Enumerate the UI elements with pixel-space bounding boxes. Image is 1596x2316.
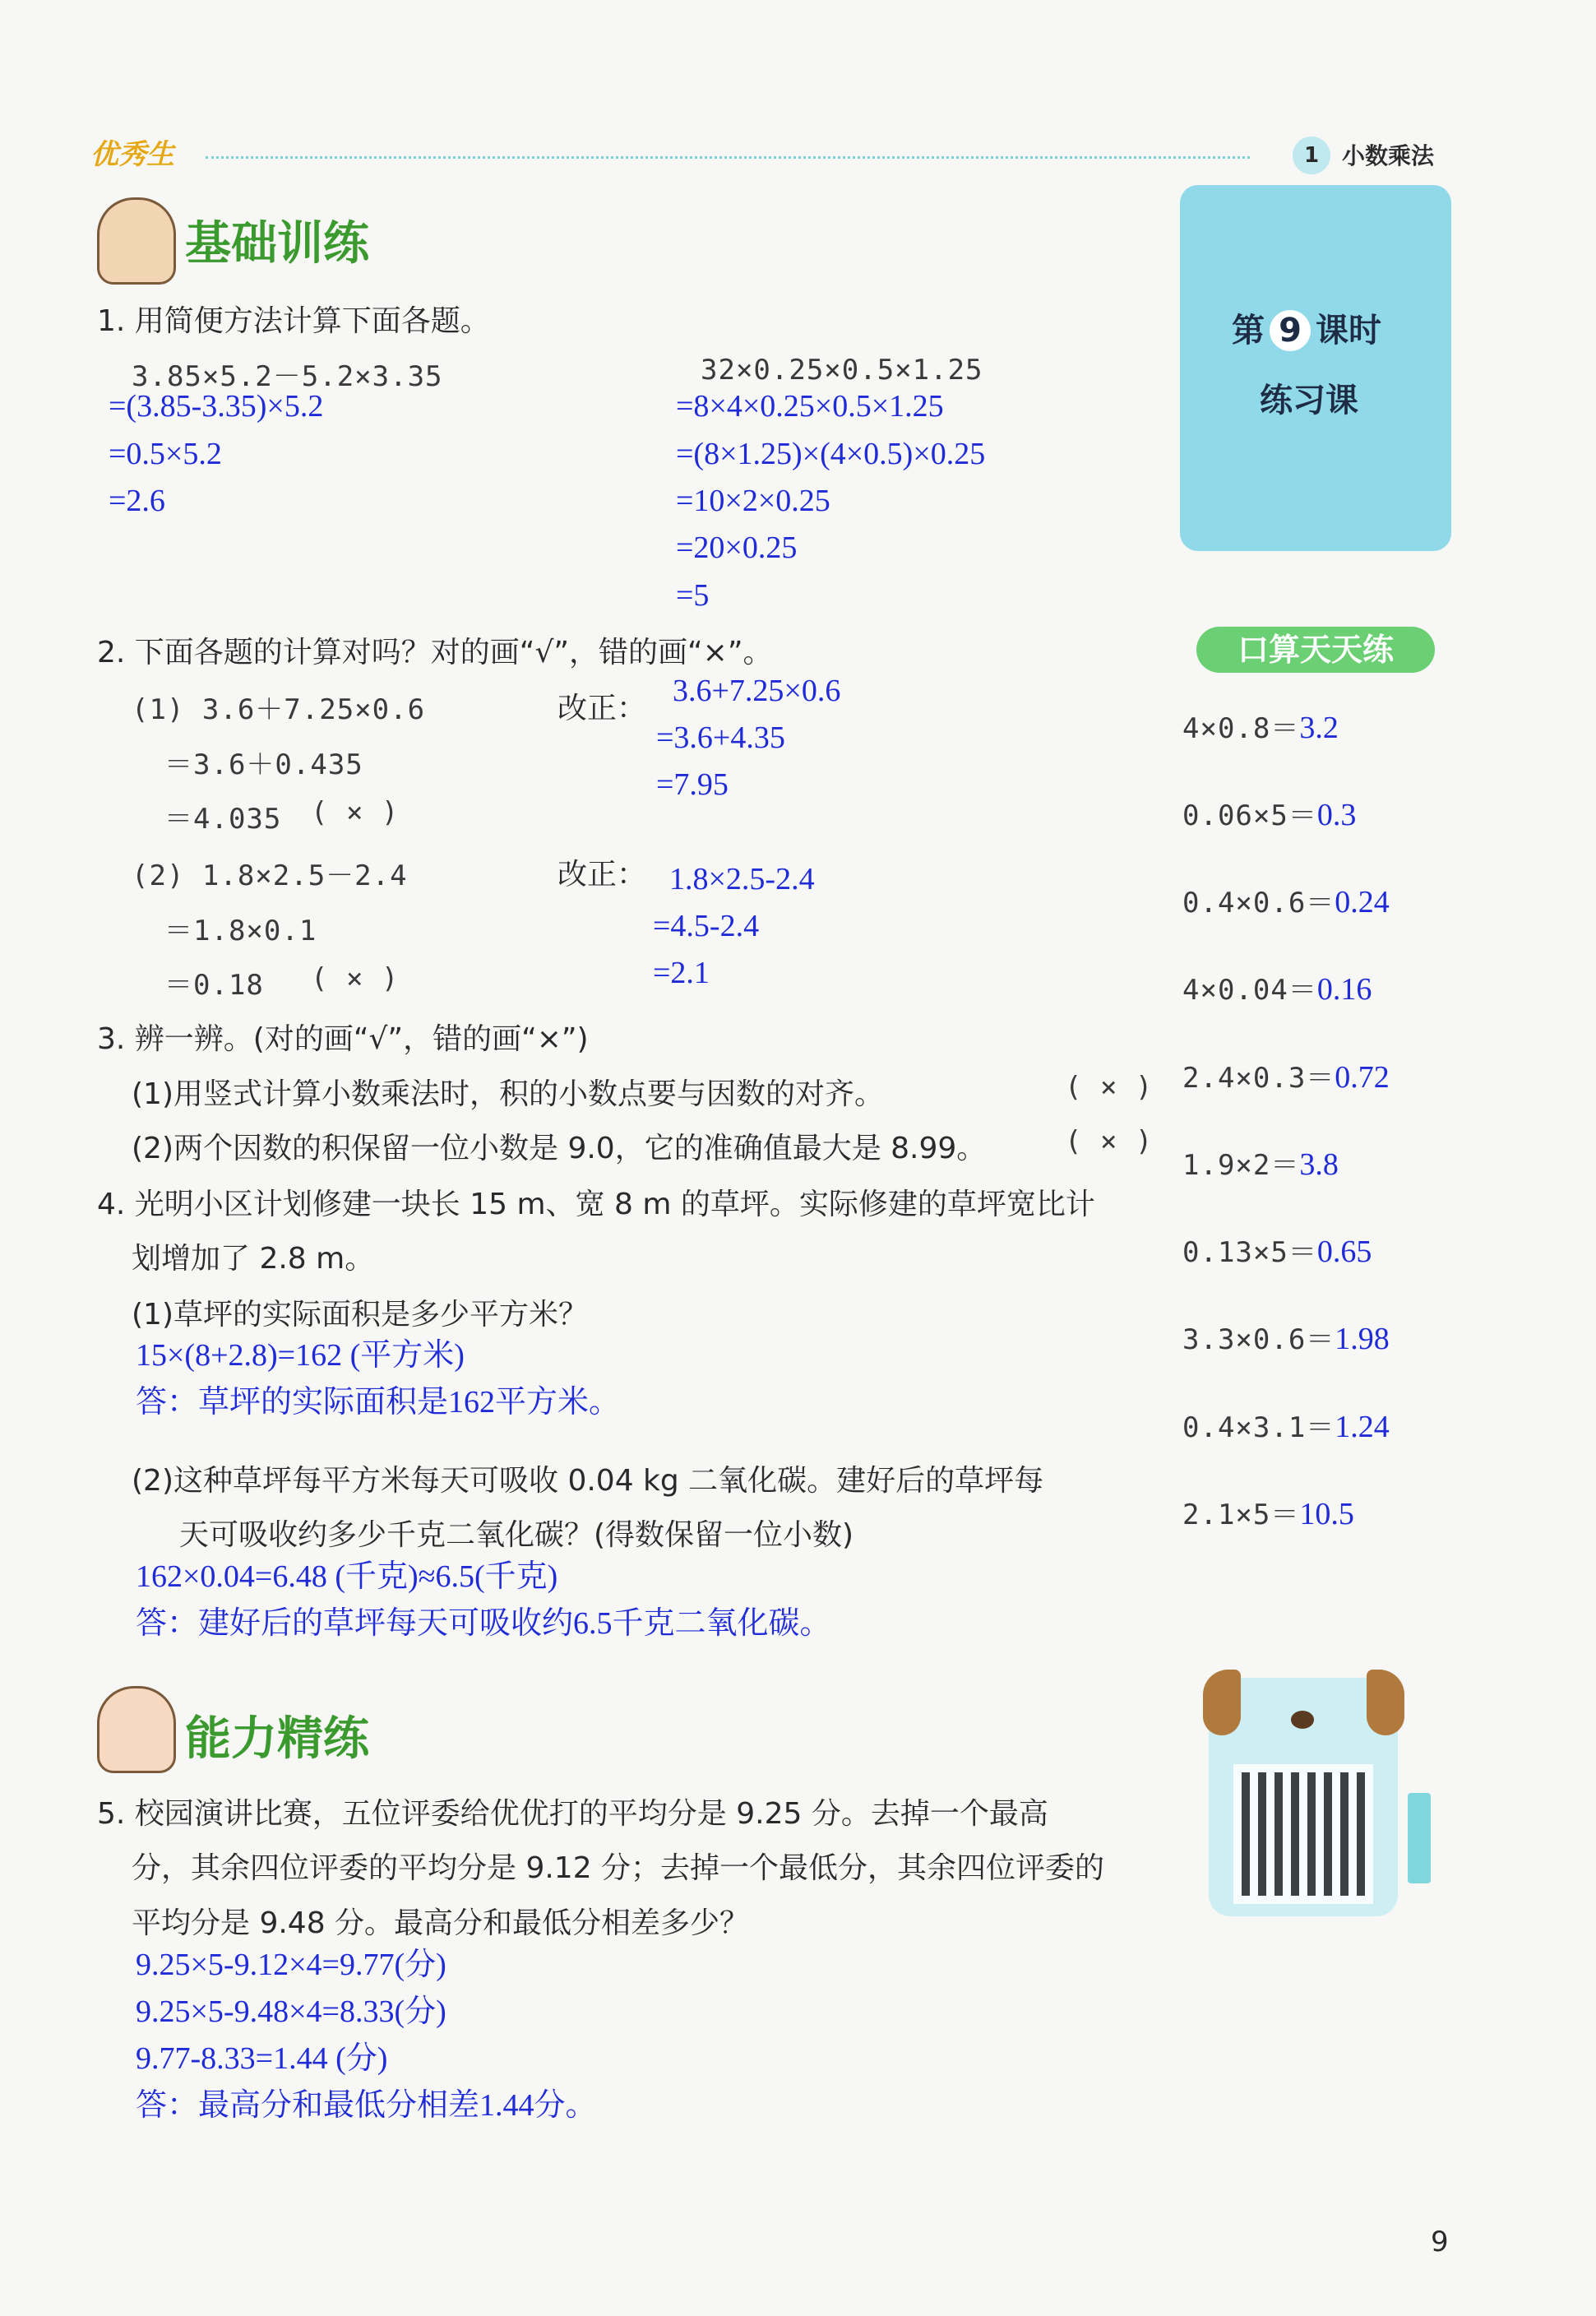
q2p2-fix: =2.1 — [653, 956, 710, 990]
q4-sub2: 天可吸收约多少千克二氧化碳？(得数保留一位小数) — [179, 1518, 854, 1552]
mental-math-item: 0.4×0.6＝0.24 — [1182, 885, 1390, 919]
q1b-expression: 32×0.25×0.5×1.25 — [701, 354, 983, 387]
q2p2-fix: 1.8×2.5-2.4 — [669, 862, 815, 896]
mental-math-item: 4×0.04＝0.16 — [1182, 972, 1372, 1007]
q2p2-fix: =4.5-2.4 — [653, 909, 760, 943]
header-divider — [206, 156, 1250, 159]
mental-math-item: 0.06×5＝0.3 — [1182, 798, 1357, 832]
q1b-step: =8×4×0.25×0.5×1.25 — [676, 389, 944, 424]
q4-sub2: (2)这种草坪每平方米每天可吸收 0.04 kg 二氧化碳。建好后的草坪每 — [132, 1464, 1044, 1498]
q1b-step: =(8×1.25)×(4×0.5)×0.25 — [676, 437, 986, 471]
q1b-step: =20×0.25 — [676, 530, 798, 565]
q3-item1: (1)用竖式计算小数乘法时，积的小数点要与因数的对齐。 — [132, 1077, 884, 1111]
q5-prompt: 5. 校园演讲比赛，五位评委给优优打的平均分是 9.25 分。去掉一个最高 — [97, 1797, 1048, 1831]
q5-answer: 答：最高分和最低分相差1.44分。 — [136, 2088, 597, 2123]
side-tab-icon — [1408, 1793, 1431, 1883]
mental-math-item: 4×0.8＝3.2 — [1182, 711, 1339, 745]
mental-math-item: 2.4×0.3＝0.72 — [1182, 1060, 1390, 1095]
lesson-card — [1180, 185, 1451, 551]
q1a-step: =2.6 — [109, 484, 165, 518]
q5-prompt: 分，其余四位评委的平均分是 9.12 分；去掉一个最低分，其余四位评委的 — [132, 1851, 1105, 1885]
q5-step: 9.25×5-9.48×4=8.33(分) — [136, 1994, 446, 2029]
girl-reading-icon — [97, 1686, 176, 1773]
section-ability-title: 能力精练 — [185, 1712, 369, 1766]
q1b-step: =5 — [676, 578, 710, 613]
dog-ear-right-icon — [1367, 1670, 1404, 1735]
q2p2-line: ＝1.8×0.1 — [164, 915, 317, 947]
page-number: 9 — [1431, 2226, 1449, 2258]
chapter-number-badge: 1 — [1293, 137, 1330, 174]
mental-math-item: 1.9×2＝3.8 — [1182, 1147, 1339, 1182]
q1a-step: =0.5×5.2 — [109, 437, 222, 471]
q4-sub1: (1)草坪的实际面积是多少平方米？ — [132, 1298, 588, 1332]
q2p1-fix: =3.6+4.35 — [656, 720, 785, 755]
q2p2-fix-label: 改正： — [557, 858, 647, 892]
q2p1-line: ＝3.6＋0.435 — [164, 748, 363, 781]
q2p2-line: ＝0.18 — [164, 969, 264, 1002]
qr-code-icon[interactable] — [1233, 1764, 1373, 1904]
q2p1-fix: 3.6+7.25×0.6 — [673, 674, 841, 708]
section-basic-title: 基础训练 — [185, 217, 369, 271]
dog-nose-icon — [1291, 1711, 1314, 1729]
lesson-title — [1232, 304, 1381, 351]
lesson-suffix: 课时 — [1316, 312, 1381, 350]
q4-sub1-answer: 答：草坪的实际面积是162平方米。 — [136, 1385, 621, 1420]
q5-step: 9.25×5-9.12×4=9.77(分) — [136, 1948, 446, 1982]
q2p1-line: ＝4.035 — [164, 803, 282, 836]
q1a-step: =(3.85-3.35)×5.2 — [109, 389, 324, 424]
q2p1-line: (1) 3.6＋7.25×0.6 — [132, 693, 426, 726]
brand-logo: 优秀生 — [90, 138, 174, 171]
q3-item2: (2)两个因数的积保留一位小数是 9.0，它的准确值最大是 8.99。 — [132, 1132, 987, 1165]
q2p1-mark: ( × ) — [311, 796, 400, 829]
q2-prompt: 2. 下面各题的计算对吗？对的画“√”，错的画“×”。 — [97, 636, 773, 669]
q2p1-fix: =7.95 — [656, 767, 729, 802]
mental-math-item: 2.1×5＝10.5 — [1182, 1497, 1354, 1531]
lesson-number: 9 — [1270, 310, 1311, 351]
dog-ear-left-icon — [1203, 1670, 1241, 1735]
q5-step: 9.77-8.33=1.44 (分) — [136, 2041, 388, 2076]
lesson-prefix: 第 — [1232, 312, 1265, 350]
q5-prompt: 平均分是 9.48 分。最高分和最低分相差多少？ — [132, 1906, 750, 1940]
q2p2-line: (2) 1.8×2.5－2.4 — [132, 859, 408, 892]
q3-prompt: 3. 辨一辨。(对的画“√”，错的画“×”) — [97, 1022, 589, 1056]
q1b-step: =10×2×0.25 — [676, 484, 830, 518]
mental-math-item: 3.3×0.6＝1.98 — [1182, 1322, 1390, 1356]
q4-sub2-answer: 答：建好后的草坪每天可吸收约6.5千克二氧化碳。 — [136, 1606, 831, 1641]
mental-math-title: 口算天天练 — [1196, 627, 1435, 673]
mental-math-item: 0.13×5＝0.65 — [1182, 1234, 1372, 1269]
q4-prompt: 划增加了 2.8 m。 — [132, 1242, 375, 1276]
mental-math-item: 0.4×3.1＝1.24 — [1182, 1410, 1390, 1444]
q4-sub1-calc: 15×(8+2.8)=162 (平方米) — [136, 1338, 465, 1373]
chapter-title: 小数乘法 — [1342, 142, 1435, 169]
q3-item2-mark: ( × ) — [1065, 1125, 1154, 1158]
q2p2-mark: ( × ) — [311, 962, 400, 995]
q2p1-fix-label: 改正： — [557, 692, 647, 725]
q4-sub2-calc: 162×0.04=6.48 (千克)≈6.5(千克) — [136, 1559, 558, 1594]
boy-reading-icon — [97, 197, 176, 285]
q1-prompt: 1. 用简便方法计算下面各题。 — [97, 304, 490, 338]
q3-item1-mark: ( × ) — [1065, 1071, 1154, 1104]
q1a-expression: 3.85×5.2－5.2×3.35 — [132, 360, 443, 393]
q4-prompt: 4. 光明小区计划修建一块长 15 m、宽 8 m 的草坪。实际修建的草坪宽比计 — [97, 1188, 1095, 1221]
lesson-subtitle: 练习课 — [1260, 382, 1358, 419]
